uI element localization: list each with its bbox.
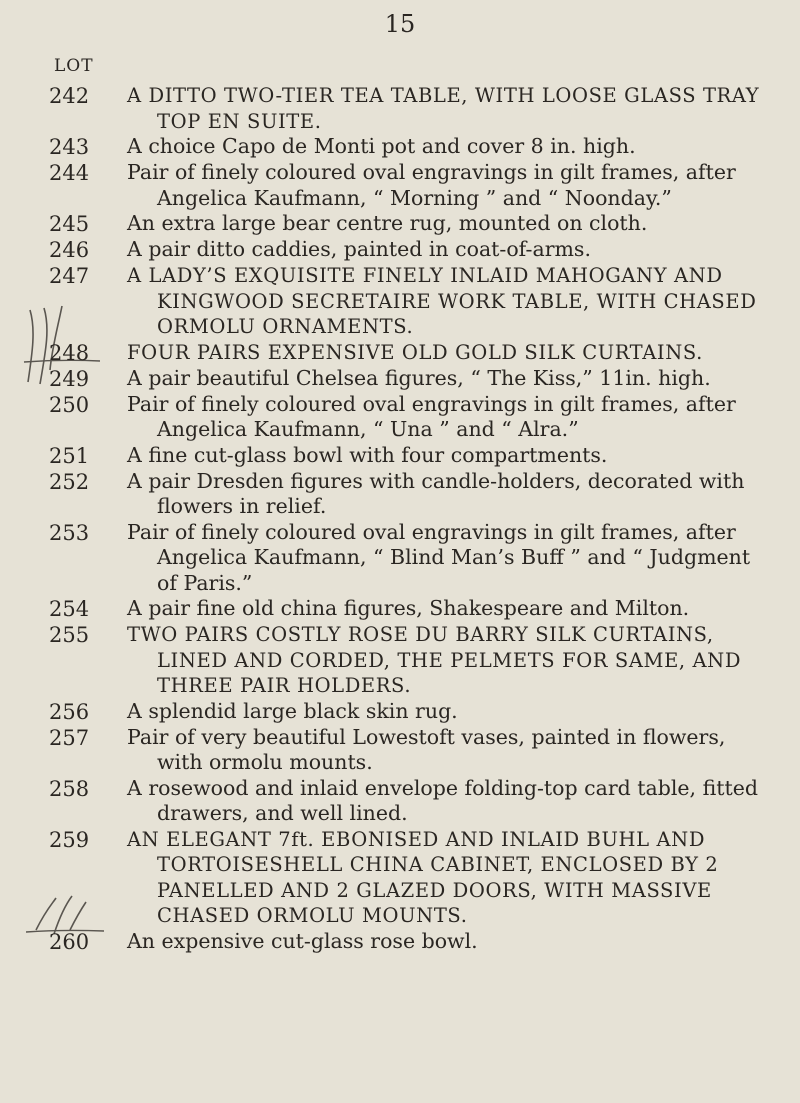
lot-number: 251: [49, 443, 90, 468]
lot-list: [0, 83, 800, 955]
lot-description-wrapper: [127, 160, 767, 211]
lot-description-wrapper: [127, 134, 767, 160]
lot-number: 244: [49, 161, 90, 185]
lot-description: A DITTO TWO-TIER TEA TABLE, WITH LOOSE GLASS TRAY TOP EN SUITE.: [127, 84, 760, 133]
lot-entry: [0, 340, 800, 366]
lot-entry: [0, 469, 800, 520]
lot-description: An extra large bear centre rug, mounted on cloth.: [127, 211, 648, 235]
lot-entry: [0, 237, 800, 263]
lot-description: A LADY’S EXQUISITE FINELY INLAID MAHOGANY AND KINGWOOD SECRETAIRE WORK TABLE, WITH CHASED ORMOLU ORNAMENTS.: [127, 264, 757, 338]
lot-description: AN ELEGANT 7ft. EBONISED AND INLAID BUHL AND TORTOISESHELL CHINA CABINET, ENCLOSED BY 2 PANELLED AND 2 GLAZED DOORS, WITH MASSIVE CHASED ORMOLU MOUNTS.: [127, 827, 719, 927]
lot-description-wrapper: [127, 827, 767, 929]
lot-number: 253: [49, 520, 90, 545]
lot-number: 247: [49, 264, 90, 288]
lot-description: A fine cut-glass bowl with four compartments.: [127, 442, 608, 467]
lot-number: 250: [49, 392, 90, 417]
lot-entry: [0, 827, 800, 929]
lot-number: 249: [49, 366, 90, 391]
lot-column-heading: LOT: [54, 56, 94, 76]
lot-entry: [0, 392, 800, 443]
lot-description: A pair fine old china figures, Shakespeare and Milton.: [127, 596, 690, 620]
lot-description-wrapper: [127, 699, 767, 725]
lot-description-wrapper: [127, 929, 767, 955]
lot-description: Pair of finely coloured oval engravings in gilt frames, after Angelica Kaufmann, “ Blind Man’s Buff ” and “ Judgment of Paris.”: [127, 519, 751, 595]
lot-description: Pair of finely coloured oval engravings in gilt frames, after Angelica Kaufmann, “ Una ” and “ Alra.”: [127, 391, 736, 441]
lot-description-wrapper: [127, 392, 767, 443]
lot-entry: [0, 83, 800, 134]
lot-entry: [0, 134, 800, 160]
lot-entry: [0, 443, 800, 469]
lot-description: Pair of very beautiful Lowestoft vases, painted in flowers, with ormolu mounts.: [127, 724, 726, 774]
lot-entry: [0, 366, 800, 392]
lot-description: TWO PAIRS COSTLY ROSE DU BARRY SILK CURTAINS, LINED AND CORDED, THE PELMETS FOR SAME, AND THREE PAIR HOLDERS.: [127, 623, 742, 697]
lot-description-wrapper: [127, 211, 767, 237]
lot-description-wrapper: [127, 469, 767, 520]
lot-description-wrapper: [127, 596, 767, 622]
lot-entry: [0, 160, 800, 211]
lot-description: A pair ditto caddies, painted in coat-of-arms.: [127, 237, 591, 261]
lot-number: 246: [49, 238, 90, 262]
lot-description-wrapper: [127, 237, 767, 263]
lot-entry: [0, 699, 800, 725]
lot-entry: [0, 520, 800, 597]
lot-entry: [0, 725, 800, 776]
lot-entry: [0, 776, 800, 827]
lot-number: 260: [49, 929, 90, 954]
lot-entry: [0, 211, 800, 237]
lot-description-wrapper: [127, 520, 767, 597]
lot-description-wrapper: [127, 83, 767, 134]
lot-description-wrapper: [127, 443, 767, 469]
lot-description: FOUR PAIRS EXPENSIVE OLD GOLD SILK CURTAINS.: [127, 340, 703, 364]
lot-number: 259: [49, 827, 90, 852]
lot-description-wrapper: [127, 340, 767, 366]
lot-description-wrapper: [127, 725, 767, 776]
lot-description: Pair of finely coloured oval engravings in gilt frames, after Angelica Kaufmann, “ Morning ” and “ Noonday.”: [127, 160, 736, 210]
lot-entry: [0, 263, 800, 340]
lot-description-wrapper: [127, 366, 767, 392]
lot-number: 254: [49, 597, 90, 621]
lot-description: A pair beautiful Chelsea figures, “ The Kiss,” 11in. high.: [127, 365, 711, 390]
page-number: 15: [384, 10, 416, 38]
lot-number: 258: [49, 776, 90, 801]
lot-description: A rosewood and inlaid envelope folding-top card table, fitted drawers, and well lined.: [127, 775, 758, 825]
lot-description: A pair Dresden figures with candle-holders, decorated with flowers in relief.: [127, 468, 745, 518]
lot-number: 257: [49, 725, 90, 750]
lot-entry: [0, 596, 800, 622]
lot-number: 255: [49, 623, 90, 647]
lot-entry: [0, 622, 800, 699]
lot-number: 242: [49, 84, 90, 108]
lot-description-wrapper: [127, 776, 767, 827]
lot-description: A splendid large black skin rug.: [127, 698, 458, 723]
lot-number: 252: [49, 469, 90, 494]
lot-description-wrapper: [127, 263, 767, 340]
lot-number: 243: [49, 135, 90, 159]
lot-number: 245: [49, 212, 90, 236]
lot-description-wrapper: [127, 622, 767, 699]
lot-number: 256: [49, 699, 90, 724]
lot-description: A choice Capo de Monti pot and cover 8 in. high.: [127, 134, 636, 158]
lot-entry: [0, 929, 800, 955]
lot-description: An expensive cut-glass rose bowl.: [127, 928, 478, 953]
lot-number: 248: [49, 340, 90, 365]
